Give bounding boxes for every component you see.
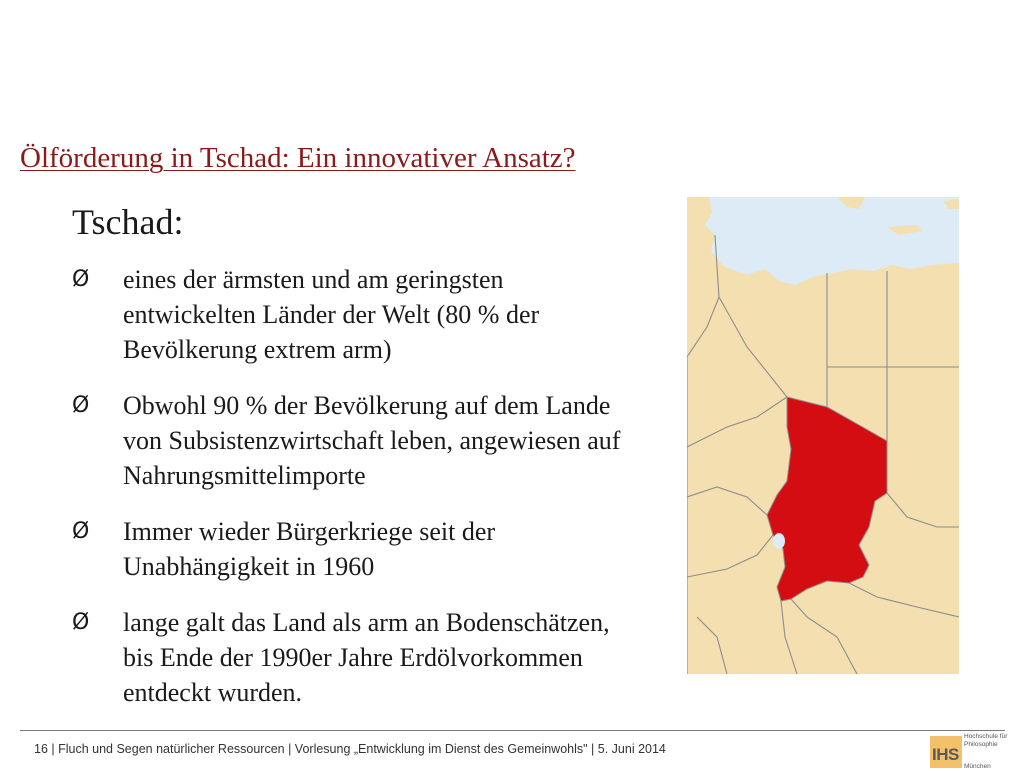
logo-line1: Hochschule für	[964, 733, 1008, 740]
arrow-bullet-icon: Ø	[72, 519, 90, 544]
logo-text	[964, 733, 1007, 748]
bullet-text: Obwohl 90 % der Bevölkerung auf dem Lande von Subsistenzwirtschaft leben, angewiesen auf Nahrungsmittelimporte	[123, 391, 621, 490]
bullet-text: eines der ärmsten und am geringsten entwickelten Länder der Welt (80 % der Bevölkerung extrem arm)	[123, 265, 540, 364]
bullet-text: Immer wieder Bürgerkriege seit der Unabhängigkeit in 1960	[123, 517, 496, 581]
bullet-list	[72, 262, 632, 731]
arrow-bullet-icon: Ø	[72, 610, 90, 635]
arrow-bullet-icon: Ø	[72, 267, 90, 292]
bullet-item	[72, 605, 632, 710]
bullet-item	[72, 514, 632, 584]
slide-footer: 16 | Fluch und Segen natürlicher Ressourcen | Vorlesung „Entwicklung im Dienst des Gemeinwohls" | 5. Juni 2014	[34, 742, 666, 756]
bullet-item	[72, 388, 632, 493]
chad-locator-map	[687, 197, 959, 674]
arrow-bullet-icon: Ø	[72, 393, 90, 418]
slide-subheading: Tschad:	[72, 202, 184, 242]
logo-abbr: IHS	[932, 745, 959, 764]
logo-line2: Philosophie	[964, 740, 998, 748]
bullet-item	[72, 262, 632, 367]
logo-city: München	[964, 763, 991, 770]
lake-chad	[773, 533, 785, 549]
institution-logo	[930, 733, 1020, 768]
slide-title: Ölförderung in Tschad: Ein innovativer Ansatz?	[20, 142, 576, 174]
footer-divider	[20, 730, 1005, 731]
bullet-text: lange galt das Land als arm an Bodenschätzen, bis Ende der 1990er Jahre Erdölvorkommen entdeckt wurden.	[123, 608, 610, 707]
